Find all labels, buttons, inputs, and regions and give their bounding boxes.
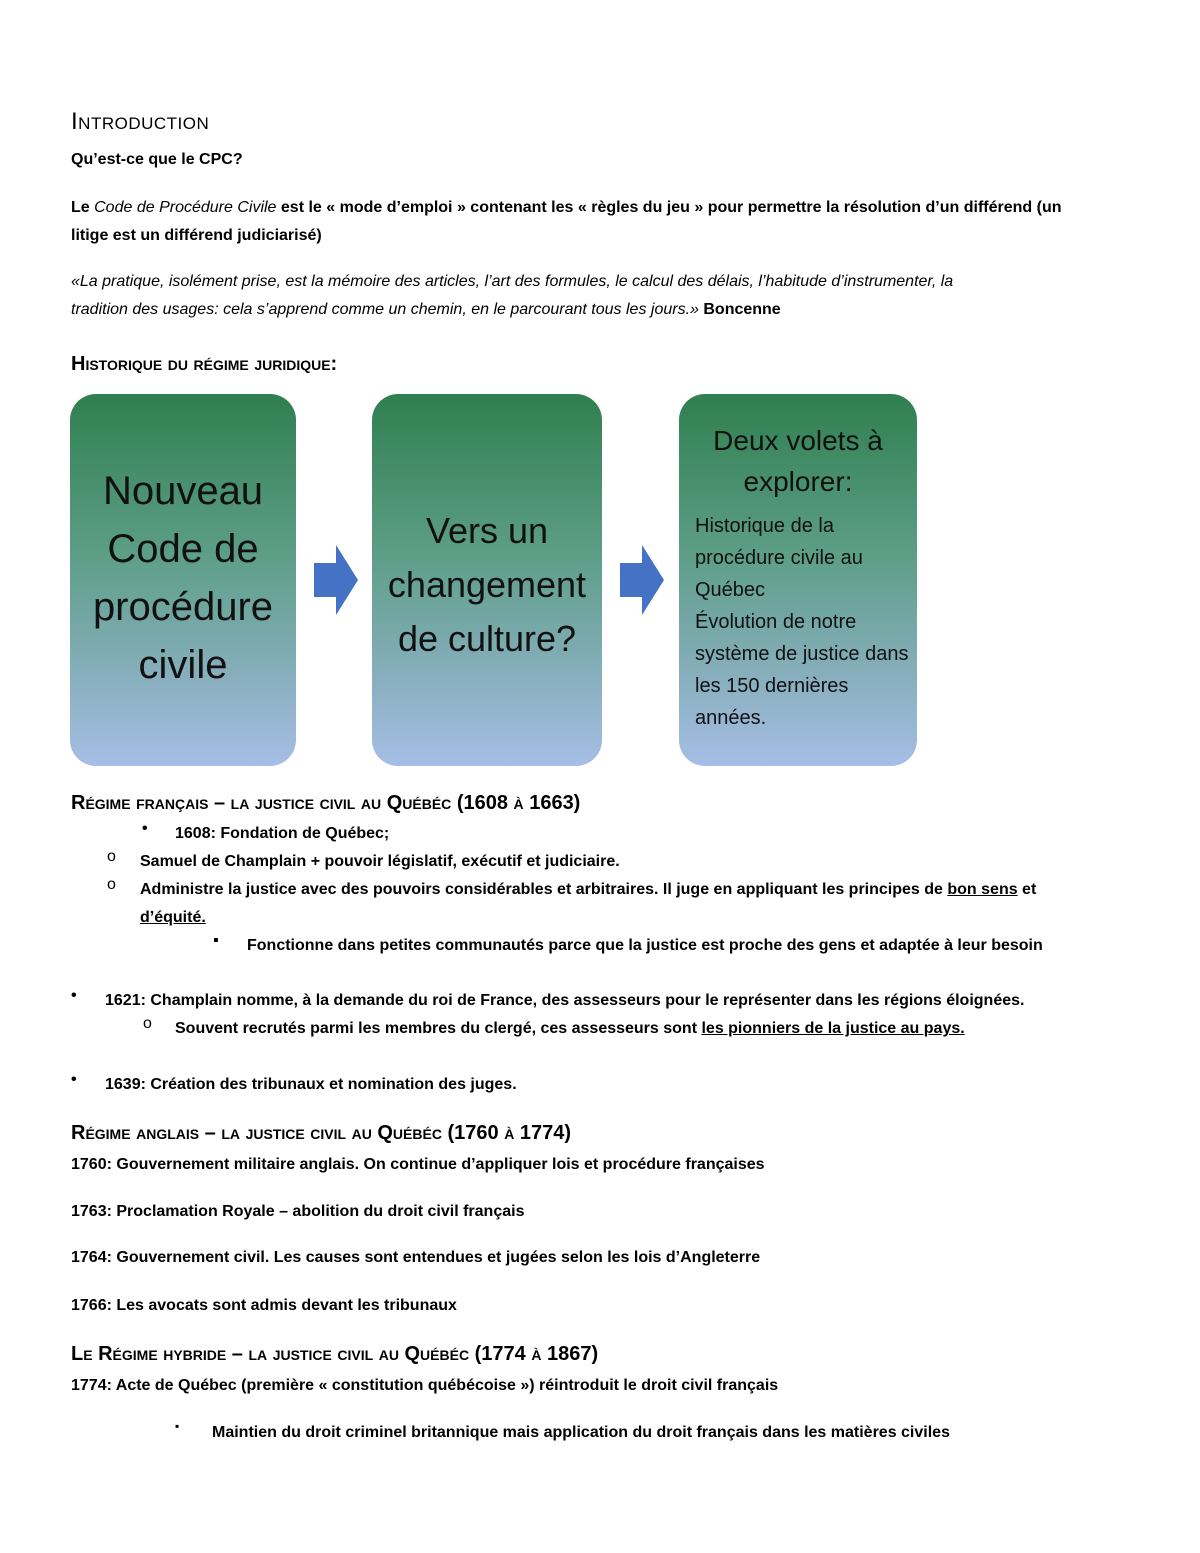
box3-body (695, 510, 917, 734)
box3-line: Évolution de notre (695, 611, 857, 633)
en-line-1760: 1760: Gouvernement militaire anglais. On continue d’appliquer lois et procédure françaises (71, 1156, 765, 1173)
fr-bullet-1639: 1639: Création des tribunaux et nomination des juges. (105, 1076, 517, 1093)
arrow-right-icon (314, 545, 358, 615)
box3-line: Québec (695, 579, 766, 601)
intro-question: Qu’est-ce que le CPC? (71, 151, 243, 168)
intro-quote (71, 268, 1151, 324)
bullet-circle-icon: o (143, 1015, 152, 1032)
bullet-square-icon: ▪ (213, 932, 219, 949)
bullet-square-icon: ▪ (175, 1419, 180, 1433)
box3-line: années. (695, 707, 767, 729)
o2-b: et (1017, 881, 1037, 898)
quote-line1: «La pratique, isolément prise, est la mémoire des articles, l’art des formules, le calcul des délais, l’habitude d’instrumenter, la (71, 273, 954, 290)
bullet-circle-icon: o (107, 876, 116, 893)
box2-text (372, 504, 602, 666)
box2-line: changement (387, 564, 587, 605)
bullet-disc-icon: • (71, 987, 77, 1004)
box2-line: de culture? (397, 618, 577, 659)
box1-line: Nouveau (102, 469, 264, 513)
box1-line: civile (138, 643, 228, 687)
en-line-1766: 1766: Les avocats sont admis devant les tribunaux (71, 1297, 457, 1314)
box3-line: Historique de la (695, 515, 834, 537)
quote-author: Boncenne (703, 301, 781, 318)
box2-line: Vers un (425, 510, 549, 551)
intro-paragraph (71, 194, 1141, 250)
quote-line2: tradition des usages: cela s’apprend comme un chemin, en le parcourant tous les jours.» (71, 301, 704, 318)
regime-francais-heading: Régime français – la justice civil au Québéc (1608 à 1663) (71, 792, 581, 814)
fr-bullet-1621: 1621: Champlain nomme, à la demande du roi de France, des assesseurs pour le représenter dans les régions éloignées. (105, 992, 1025, 1009)
box3-line: procédure civile au (695, 547, 863, 569)
box3-title (679, 420, 917, 502)
fr-bullet-1608: 1608: Fondation de Québec; (175, 825, 390, 842)
p1-b: est le « mode d’emploi » contenant les « règles du jeu » pour permettre la résolution d’un différend (un (276, 199, 1062, 216)
o2-bon-sens: bon sens (947, 881, 1018, 898)
hy-sub-maintien: Maintien du droit criminel britannique mais application du droit français dans les matières civiles (212, 1424, 950, 1441)
box-deux-volets (679, 394, 917, 766)
box1-text (70, 462, 296, 694)
box1-line: procédure (92, 585, 274, 629)
en-line-1764: 1764: Gouvernement civil. Les causes sont entendues et jugées selon les lois d’Angleterre (71, 1249, 761, 1266)
fr-sub-administre (140, 876, 1140, 932)
fr-sub-champlain: Samuel de Champlain + pouvoir législatif, exécutif et judiciaire. (140, 853, 620, 870)
box-nouveau-code (70, 394, 296, 766)
bullet-disc-icon: • (142, 820, 148, 837)
fr-sub-clerge (175, 1015, 965, 1043)
box3-title-line: explorer: (743, 466, 853, 497)
en-line-1763: 1763: Proclamation Royale – abolition du droit civil français (71, 1203, 525, 1220)
hy-line-1774: 1774: Acte de Québec (première « constitution québécoise ») réintroduit le droit civil français (71, 1377, 779, 1394)
bullet-circle-icon: o (107, 848, 116, 865)
fr-subsub-fonctionne: Fonctionne dans petites communautés parce que la justice est proche des gens et adaptée à leur besoin (247, 937, 1043, 954)
p1-em: Code de Procédure Civile (94, 199, 277, 216)
regime-anglais-heading: Régime anglais – la justice civil au Québéc (1760 à 1774) (71, 1122, 572, 1144)
bullet-disc-icon: • (71, 1071, 77, 1088)
historique-heading: Historique du régime juridique: (71, 353, 338, 375)
box3-line: système de justice dans (695, 643, 909, 665)
o2-a: Administre la justice avec des pouvoirs considérables et arbitraires. Il juge en appliquant les principes de (140, 881, 948, 898)
p1-c: litige est un différend judiciarisé) (71, 227, 322, 244)
o3-a: Souvent recrutés parmi les membres du clergé, ces assesseurs sont (175, 1020, 702, 1037)
regime-hybride-heading: Le Régime hybride – la justice civil au Québéc (1774 à 1867) (71, 1343, 599, 1365)
box3-line: les 150 dernières (695, 675, 849, 697)
p1-a: Le (71, 199, 95, 216)
o2-equite: d’équité. (140, 909, 206, 926)
box-changement-culture (372, 394, 602, 766)
box1-line: Code de (107, 527, 259, 571)
intro-heading: Introduction (71, 108, 210, 135)
arrow-right-icon (620, 545, 664, 615)
box3-title-line: Deux volets à (713, 425, 883, 456)
o3-pionniers: les pionniers de la justice au pays. (701, 1020, 965, 1037)
